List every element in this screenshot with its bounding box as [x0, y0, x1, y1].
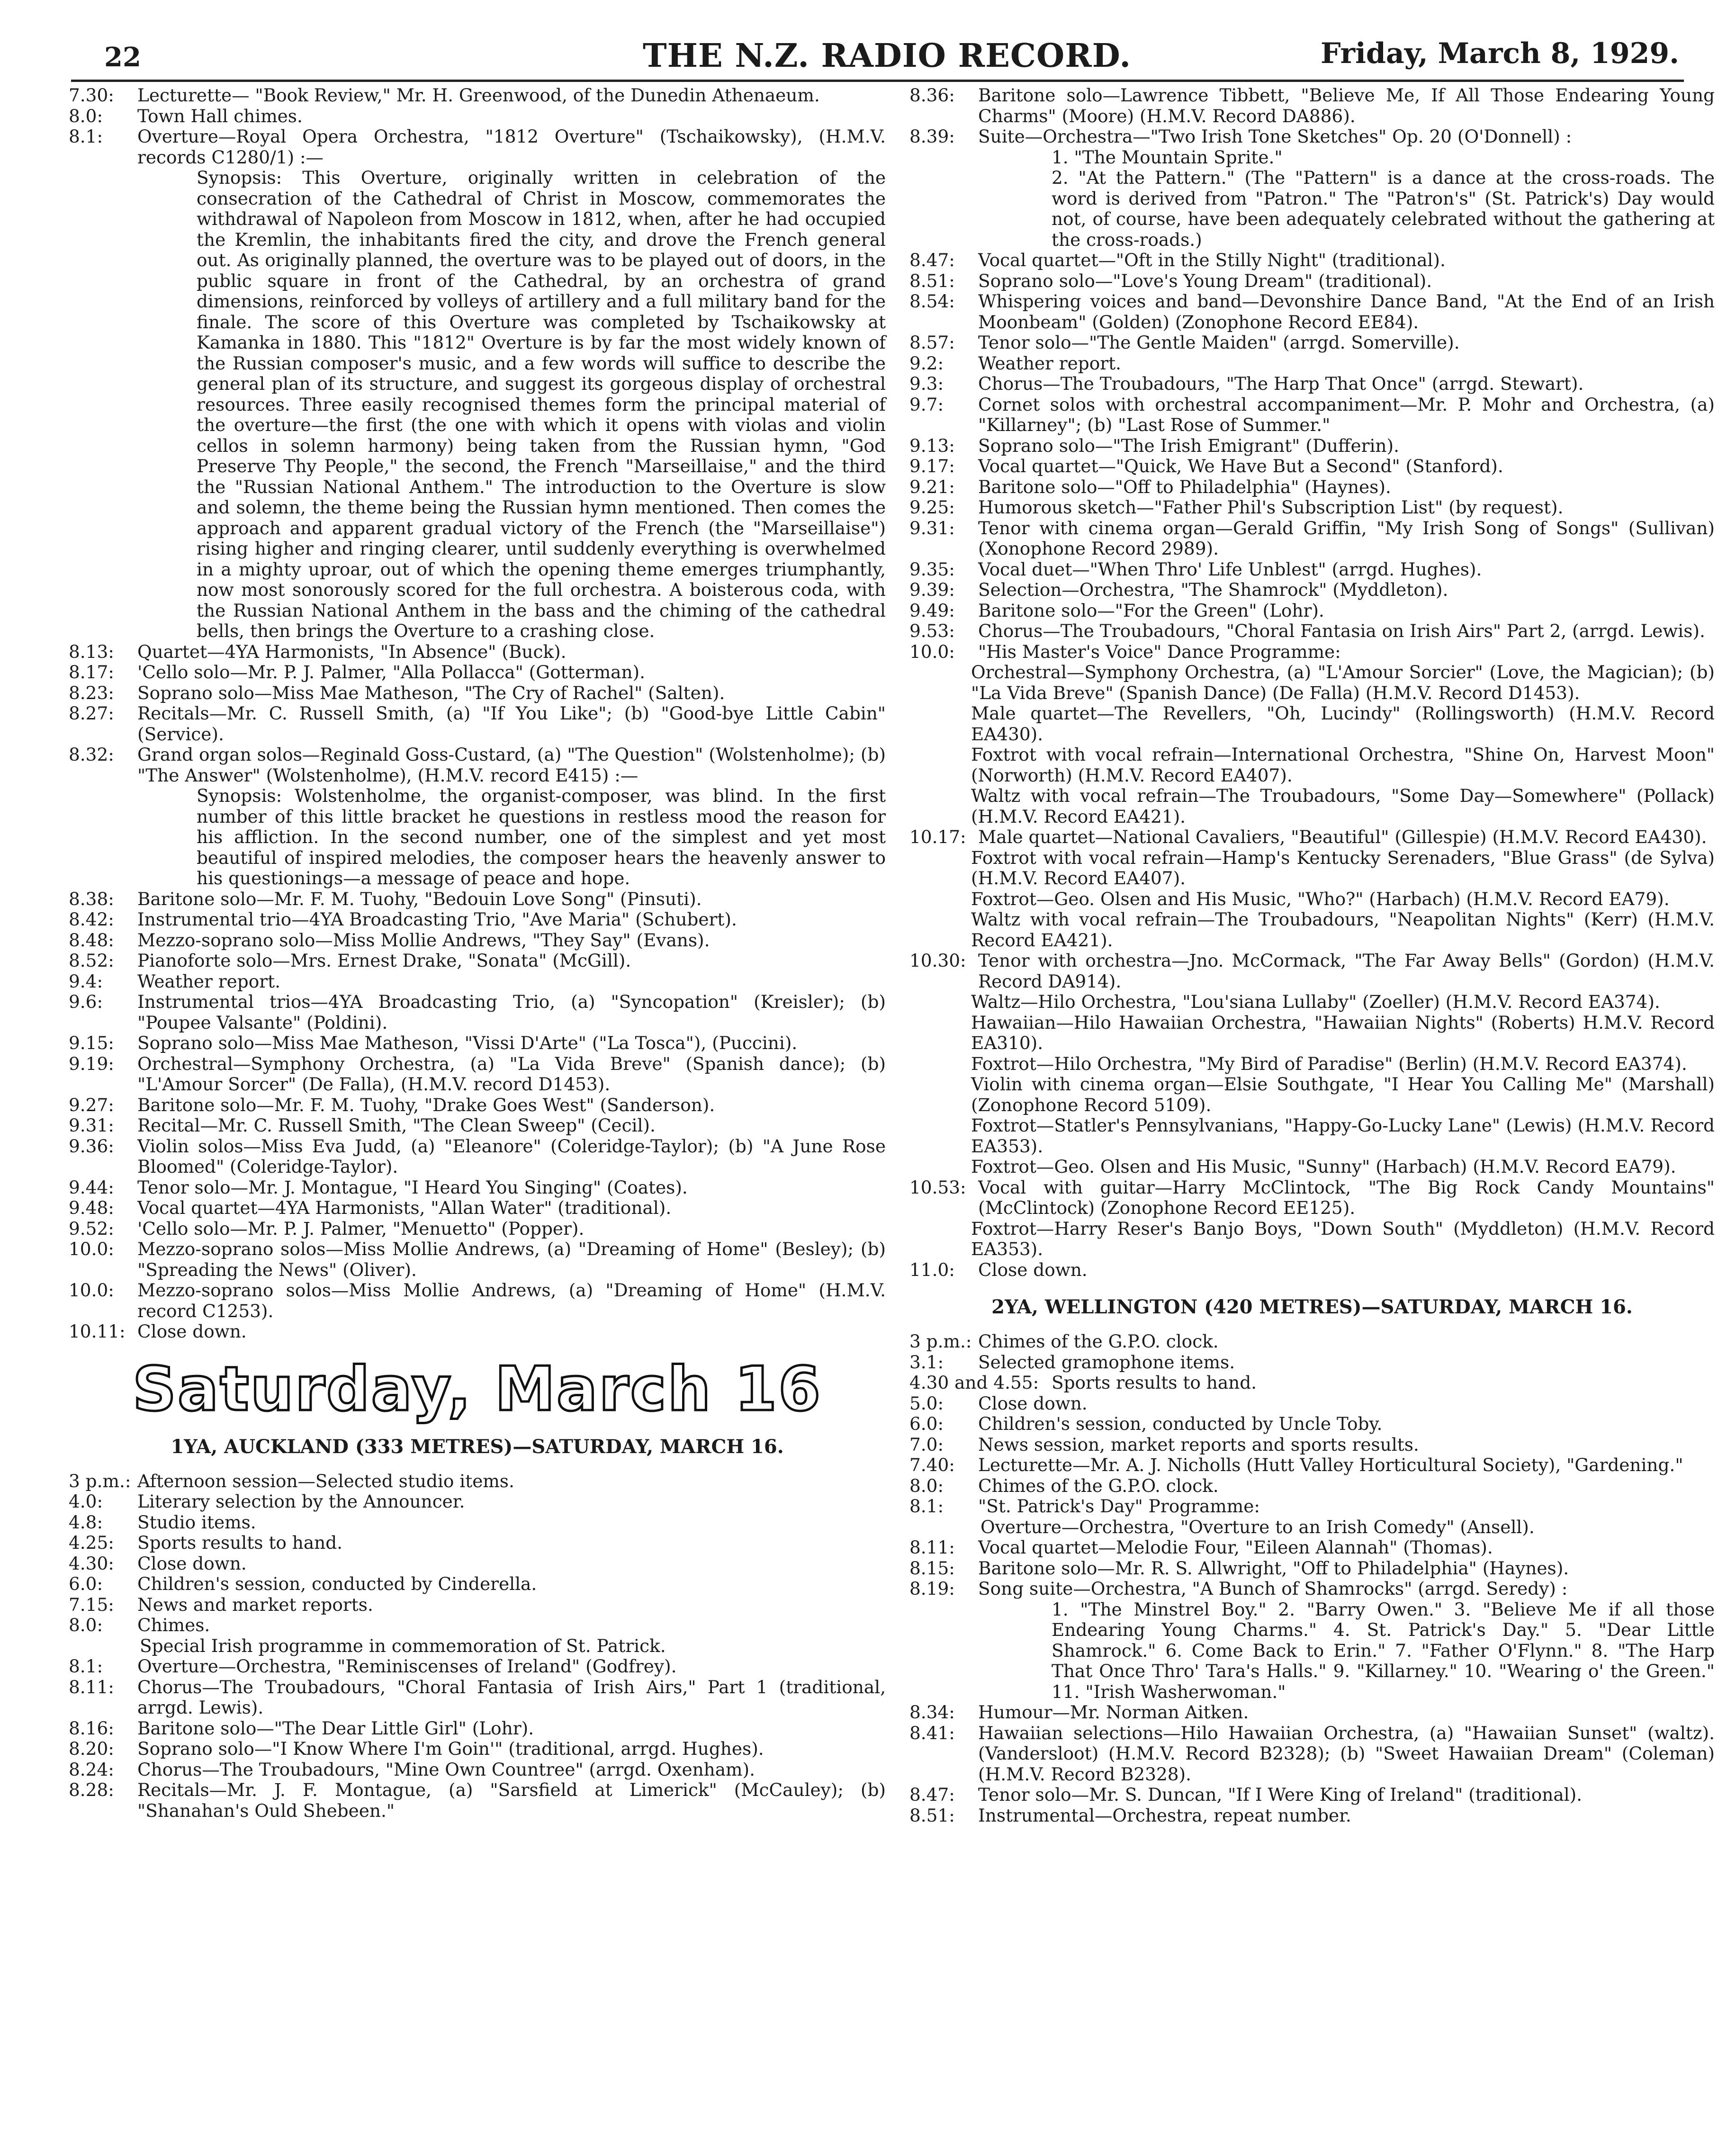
entry-time: 9.15: [69, 1033, 114, 1053]
entry-text: Town Hall chimes. [137, 105, 303, 126]
entry-time: 8.28: [69, 1779, 114, 1800]
entry-text: Vocal quartet—"Oft in the Stilly Night" (traditional). [978, 250, 1446, 270]
program-entry [909, 250, 1715, 271]
program-entry [69, 683, 886, 704]
program-entry [909, 436, 1715, 457]
program-entry [909, 1785, 1715, 1805]
entry-time: 6.0: [69, 1573, 103, 1594]
right-column [909, 85, 1715, 1826]
dance-item: Orchestral—Symphony Orchestra, (a) "L'Amour Sorcier" (Love, the Magician); (b) "La Vida Breve" (Spanish Dance) (De Falla) (H.M.V. Record D1453). [971, 662, 1715, 703]
entry-time: 8.0: [69, 105, 103, 126]
entry-text: Vocal duet—"When Thro' Life Unblest" (arrgd. Hughes). [978, 558, 1482, 580]
entry-text: Baritone solo—Mr. R. S. Allwright, "Off to Philadelphia" (Haynes). [978, 1557, 1569, 1579]
program-entry [909, 456, 1715, 477]
entry-time: 9.31: [69, 1115, 114, 1136]
entry-text: Chorus—The Troubadours, "Mine Own Countree" (arrgd. Oxenham). [137, 1759, 755, 1780]
entry-text: News and market reports. [137, 1594, 373, 1615]
program-entry [909, 395, 1715, 436]
program-entry [909, 1177, 1715, 1219]
program-entry [69, 1033, 886, 1054]
entry-text: Overture—Royal Opera Orchestra, "1812 Overture" (Tschaikowsky), (H.M.V. records C1280/1) :— [137, 126, 886, 168]
entry-text: Humour—Mr. Norman Aitken. [978, 1702, 1249, 1723]
entry-text: Tenor solo—Mr. J. Montague, "I Heard You Singing" (Coates). [137, 1176, 688, 1198]
entry-time: 8.47: [909, 1784, 955, 1805]
program-entry [69, 1239, 886, 1280]
entry-time: 8.54: [909, 291, 955, 312]
entry-text: Selected gramophone items. [978, 1351, 1235, 1373]
program-entry [69, 703, 886, 745]
program-entry [69, 1219, 886, 1239]
dance-item: Waltz with vocal refrain—The Troubadours, "Neapolitan Nights" (Kerr) (H.M.V. Record EA421). [971, 909, 1715, 951]
entry-time: 9.36: [69, 1135, 114, 1157]
entry-text: Vocal quartet—4YA Harmonists, "Allan Water" (traditional). [137, 1197, 672, 1218]
program-entry [909, 126, 1715, 147]
entry-text: Soprano solo—Miss Mae Matheson, "Vissi D'Arte" ("La Tosca"), (Puccini). [137, 1033, 798, 1053]
entry-time: 10.30: [909, 950, 966, 971]
program-entry [909, 291, 1715, 332]
program-entry [909, 353, 1715, 374]
entry-text: Overture—Orchestra, "Reminiscenses of Ireland" (Godfrey). [137, 1656, 677, 1677]
entry-time: 8.11: [909, 1537, 955, 1558]
entry-text: Close down. [137, 1553, 247, 1574]
entry-text: Instrumental trio—4YA Broadcasting Trio, "Ave Maria" (Schubert). [137, 909, 737, 930]
entry-text: Vocal with guitar—Harry McClintock, "The Big Rock Candy Mountains" (McClintock) (Zonophone Record EE125). [978, 1176, 1715, 1218]
header-rule [71, 80, 1684, 82]
program-entry [909, 1373, 1715, 1393]
entry-time: 9.4: [69, 970, 103, 992]
program-entry [909, 1331, 1715, 1352]
entry-text: Children's session, conducted by Uncle Toby. [978, 1413, 1383, 1434]
entry-text: Soprano solo—"The Irish Emigrant" (Dufferin). [978, 435, 1399, 456]
station-heading-1ya: 1YA, AUCKLAND (333 METRES)—SATURDAY, MARCH 16. [171, 1435, 784, 1458]
program-entry [909, 1723, 1715, 1785]
entry-time: 9.25: [909, 497, 955, 518]
program-entry [909, 1352, 1715, 1373]
entry-time: 10.0: [69, 1239, 114, 1259]
program-entry [69, 1095, 886, 1116]
dance-item: Waltz—Hilo Orchestra, "Lou'siana Lullaby" (Zoeller) (H.M.V. Record EA374). [971, 991, 1660, 1012]
entry-text: Chimes of the G.P.O. clock. [978, 1475, 1219, 1496]
entry-time: 10.0: [909, 641, 955, 662]
program-entry [909, 1805, 1715, 1826]
entry-text: Weather report. [137, 970, 281, 992]
entry-time: 9.19: [69, 1053, 114, 1074]
entry-text: Soprano solo—"Love's Young Dream" (traditional). [978, 270, 1432, 291]
entry-time: 8.0: [69, 1615, 103, 1635]
entry-time: 9.35: [909, 558, 955, 580]
entry-text: Pianoforte solo—Mrs. Ernest Drake, "Sonata" (McGill). [137, 950, 631, 971]
program-entry [909, 642, 1715, 663]
entry-time: 8.39: [909, 126, 955, 147]
entry-text: Recitals—Mr. C. Russell Smith, (a) "If You Like"; (b) "Good-bye Little Cabin" (Service). [137, 703, 886, 745]
entry-text: Suite—Orchestra—"Two Irish Tone Sketches" Op. 20 (O'Donnell) : [978, 126, 1572, 147]
entry-time: 9.52: [69, 1218, 114, 1239]
entry-time: 9.27: [69, 1094, 114, 1115]
program-entry [69, 1512, 886, 1533]
entry-time: 10.11: [69, 1321, 126, 1342]
entry-text: News session, market reports and sports results. [978, 1434, 1419, 1455]
program-entry [909, 1393, 1715, 1414]
entry-time: 8.36: [909, 85, 955, 106]
program-entry [69, 1574, 886, 1595]
entry-time: 10.17: [909, 826, 966, 847]
dance-item: Foxtrot with vocal refrain—Hamp's Kentucky Serenaders, "Blue Grass" (de Sylva) (H.M.V. Record EA407). [971, 847, 1715, 889]
program-entry [909, 85, 1715, 126]
entry-time: 8.48: [69, 929, 114, 951]
dance-item: Waltz with vocal refrain—The Troubadours, "Some Day—Somewhere" (Pollack) (H.M.V. Record EA421). [971, 785, 1715, 827]
entry-text: Tenor with cinema organ—Gerald Griffin, "My Irish Song of Songs" (Sullivan) (Xonophone Record 2989). [978, 517, 1715, 559]
entry-time: 8.13: [69, 641, 114, 662]
entry-time: 8.57: [909, 332, 955, 353]
program-entry [909, 1414, 1715, 1435]
entry-time: 9.48: [69, 1197, 114, 1218]
entry-text: Close down. [978, 1259, 1088, 1280]
station-heading-2ya: 2YA, WELLINGTON (420 METRES)—SATURDAY, MARCH 16. [991, 1296, 1633, 1318]
program-entry [69, 1656, 886, 1677]
program-entry [69, 662, 886, 683]
entry-text: Tenor solo—"The Gentle Maiden" (arrgd. Somerville). [978, 332, 1460, 353]
program-entry [69, 85, 886, 106]
synopsis-1812: Synopsis: This Overture, originally written in celebration of the consecration of the Cathedral of Christ in Moscow, commemorates the withdrawal of Napoleon from Moscow in 1812, when, after he had occupied the Kremlin, the inhabitants fired the city, and drove the French general out. As originally planned, the overture was to be played out of doors, in the public square in front of the Cathedral, by an orchestra of grand dimensions, reinforced by volleys of artillery and a full military band for the finale. The score of this Overture was completed by Tschaikowsky at Kamanka in 1880. This "1812" Overture is by far the most widely known of the Russian composer's music, and a few words will suffice to describe the general plan of its structure, and suggest its gorgeous display of orchestral resources. Three easily recognised themes form the principal material of the overture—the first (the one with which it opens with violas and violin cellos in solemn harmony) being taken from the Russian hymn, "God Preserve Thy People," the second, the French "Marseillaise," and the third the "Russian National Anthem." The introduction to the Overture is slow and solemn, the theme being the Russian hymn mentioned. Then comes the approach and apparent gradual victory of the French (the "Marseillaise") rising higher and ringing clearer, until suddenly everything is overwhelmed in a mighty uproar, out of which the opening theme emerges triumphantly, now most sonorously scored for the full orchestra. A boisterous coda, with the Russian National Anthem in the bass and the chiming of the cathedral bells, then brings the Overture to a crashing close. [197, 167, 886, 641]
program-entry [69, 126, 886, 168]
program-entry [909, 497, 1715, 518]
entry-time: 3.1: [909, 1351, 944, 1373]
dance-item: Hawaiian—Hilo Hawaiian Orchestra, "Hawaiian Nights" (Roberts) H.M.V. Record EA310). [971, 1012, 1715, 1053]
dance-item: Foxtrot—Statler's Pennsylvanians, "Happy-Go-Lucky Lane" (Lewis) (H.M.V. Record EA353). [971, 1115, 1715, 1157]
entry-time: 8.51: [909, 270, 955, 291]
entry-text: Chorus—The Troubadours, "The Harp That Once" (arrgd. Stewart). [978, 373, 1584, 394]
program-entry [909, 1455, 1715, 1476]
program-entry [69, 1739, 886, 1760]
program-entry [909, 1435, 1715, 1455]
entry-time: 4.8: [69, 1511, 103, 1533]
entry-text: Recital—Mr. C. Russell Smith, "The Clean Sweep" (Cecil). [137, 1115, 656, 1136]
entry-time: 9.6: [69, 991, 103, 1012]
entry-time: 8.17: [69, 662, 114, 682]
program-entry [909, 374, 1715, 395]
entry-time: 8.1: [69, 126, 103, 147]
entry-time: 8.24: [69, 1759, 114, 1780]
entry-time: 8.32: [69, 744, 114, 765]
program-entry [69, 1615, 886, 1636]
entry-text: Baritone solo—Mr. F. M. Tuohy, "Drake Goes West" (Sanderson). [137, 1094, 715, 1115]
program-entry [69, 642, 886, 663]
entry-time: 9.44: [69, 1176, 114, 1198]
entry-text: Grand organ solos—Reginald Goss-Custard, (a) "The Question" (Wolstenholme); (b) "The Answer" (Wolstenholme), (H.M.V. record E415) :— [137, 744, 886, 786]
entry-time: 9.2: [909, 352, 944, 374]
entry-time: 5.0: [909, 1392, 944, 1414]
entry-time: 7.15: [69, 1594, 114, 1615]
program-entry [909, 518, 1715, 559]
program-entry [909, 1702, 1715, 1723]
program-entry [69, 909, 886, 930]
dance-item: Foxtrot—Geo. Olsen and His Music, "Who?" (Harbach) (H.M.V. Record EA79). [971, 888, 1670, 909]
entry-text: 'Cello solo—Mr. P. J. Palmer, "Menuetto" (Popper). [137, 1218, 585, 1239]
entry-text: Literary selection by the Announcer. [137, 1491, 465, 1512]
entry-time: 7.30: [69, 85, 114, 106]
program-entry [909, 271, 1715, 292]
entry-text: Tenor solo—Mr. S. Duncan, "If I Were King of Ireland" (traditional). [978, 1784, 1583, 1805]
entry-text: Violin solos—Miss Eva Judd, (a) "Eleanore" (Coleridge-Taylor); (b) "A June Rose Bloomed" (Coleridge-Taylor). [137, 1135, 886, 1177]
entry-time: 10.53: [909, 1176, 966, 1198]
entry-time: 3 p.m.: [69, 1470, 131, 1491]
program-entry [69, 1321, 886, 1342]
entry-text: Orchestral—Symphony Orchestra, (a) "La Vida Breve" (Spanish dance); (b) "L'Amour Sorcer" (De Falla), (H.M.V. record D1453). [137, 1053, 886, 1095]
program-entry [69, 1491, 886, 1512]
entry-text: Children's session, conducted by Cinderella. [137, 1573, 537, 1594]
entry-time: 8.42: [69, 909, 114, 930]
entry-text: Hawaiian selections—Hilo Hawaiian Orchestra, (a) "Hawaiian Sunset" (waltz). (Vandersloot) (H.M.V. Record B2328); (b) "Sweet Hawaiian Dream" (Coleman) (H.M.V. Record B2328). [978, 1722, 1715, 1785]
dance-item: Foxtrot with vocal refrain—International Orchestra, "Shine On, Harvest Moon" (Norworth) (H.M.V. Record EA407). [971, 744, 1715, 786]
program-entry [909, 1537, 1715, 1558]
entry-text: Chorus—The Troubadours, "Choral Fantasia on Irish Airs" Part 2, (arrgd. Lewis). [978, 620, 1705, 641]
entry-text: Quartet—4YA Harmonists, "In Absence" (Buck). [137, 641, 567, 662]
dance-item: Foxtrot—Geo. Olsen and His Music, "Sunny" (Harbach) (H.M.V. Record EA79). [971, 1156, 1676, 1177]
entry-text: Weather report. [978, 352, 1122, 374]
program-entry [69, 1115, 886, 1136]
entry-time: 3 p.m.: [909, 1331, 972, 1352]
entry-time: 8.16: [69, 1717, 114, 1739]
program-entry [69, 1280, 886, 1321]
entry-time: 9.17: [909, 456, 955, 476]
program-entry [69, 1198, 886, 1219]
entry-text: Mezzo-soprano solos—Miss Mollie Andrews, (a) "Dreaming of Home" (Besley); (b) "Spreading the News" (Oliver). [137, 1239, 886, 1280]
program-entry [909, 477, 1715, 498]
suite-item: 1. "The Mountain Sprite." [1052, 146, 1283, 168]
entry-text: Instrumental—Orchestra, repeat number. [978, 1805, 1351, 1826]
entry-time: 6.0: [909, 1413, 944, 1434]
entry-text: 'Cello solo—Mr. P. J. Palmer, "Alla Pollacca" (Gotterman). [137, 662, 645, 682]
entry-time: 7.0: [909, 1434, 944, 1455]
entry-text: Baritone solo—Lawrence Tibbett, "Believe Me, If All Those Endearing Young Charms" (Moore) (H.M.V. Record DA886). [978, 85, 1715, 126]
program-entry [909, 1496, 1715, 1517]
entry-text: Afternoon session—Selected studio items. [137, 1470, 514, 1491]
suite-item: 2. "At the Pattern." (The "Pattern" is a dance at the cross-roads. The word is derived from "Patron." The "Patron's" (St. Patrick's) Day would not, of course, have been adequately celebrated without the gathering at the cross-roads.) [1052, 167, 1715, 250]
entry-time: 9.3: [909, 373, 944, 394]
entry-time: 8.41: [909, 1722, 955, 1743]
suite-item: 1. "The Minstrel Boy." 2. "Barry Owen." 3. "Believe Me if all those Endearing Young Charms." 4. St. Patrick's Day." 5. "Dear Little Shamrock." 6. Come Back to Erin." 7. "Father O'Flynn." 8. "The Harp That Once Thro' Tara's Halls." 9. "Killarney." 10. "Wearing o' the Green." 11. "Irish Washerwoman." [1052, 1598, 1715, 1702]
program-entry [69, 1136, 886, 1177]
entry-time: 8.51: [909, 1805, 955, 1826]
entry-time: 8.15: [909, 1557, 955, 1579]
entry-time: 8.47: [909, 250, 955, 270]
dance-item: Violin with cinema organ—Elsie Southgate, "I Hear You Calling Me" (Marshall) (Zonophone Record 5109). [971, 1074, 1715, 1115]
entry-time: 8.34: [909, 1702, 955, 1723]
program-entry [69, 1780, 886, 1821]
program-entry [69, 971, 886, 992]
entry-time: 4.25: [69, 1532, 114, 1553]
entry-time: 9.21: [909, 476, 955, 497]
program-entry [909, 1579, 1715, 1599]
entry-time: 9.31: [909, 517, 955, 539]
program-entry [69, 745, 886, 786]
program-entry [909, 621, 1715, 642]
entry-time: 9.7: [909, 394, 944, 415]
entry-time: 9.49: [909, 600, 955, 621]
entry-text: Instrumental trios—4YA Broadcasting Trio, (a) "Syncopation" (Kreisler); (b) "Poupee Valsante" (Poldini). [137, 991, 886, 1033]
entry-text: Chimes. [137, 1615, 210, 1635]
program-entry [69, 930, 886, 951]
entry-time: 8.38: [69, 888, 114, 909]
entry-time: 9.53: [909, 620, 955, 641]
masthead: THE N.Z. RADIO RECORD. [642, 37, 1131, 75]
entry-text: Sports results to hand. [137, 1532, 343, 1553]
entry-text: "St. Patrick's Day" Programme: [978, 1496, 1260, 1517]
program-entry [909, 332, 1715, 353]
program-entry [909, 601, 1715, 621]
entry-time: 8.52: [69, 950, 114, 971]
entry-time: 8.23: [69, 682, 114, 703]
entry-time: 8.20: [69, 1738, 114, 1759]
program-entry [69, 951, 886, 971]
entry-text: Chimes of the G.P.O. clock. [978, 1331, 1219, 1352]
program-entry [69, 1760, 886, 1780]
left-column [69, 85, 886, 1821]
entry-time: 8.1: [69, 1656, 103, 1677]
entry-text: Mezzo-soprano solos—Miss Mollie Andrews, (a) "Dreaming of Home" (H.M.V. record C1253). [137, 1280, 886, 1321]
entry-time: 10.0: [69, 1280, 114, 1301]
program-entry [69, 889, 886, 910]
entry-time: 8.19: [909, 1578, 955, 1599]
entry-text: Studio items. [137, 1511, 256, 1533]
entry-text: Baritone solo—"The Dear Little Girl" (Lohr). [137, 1717, 534, 1739]
programme-note: Overture—Orchestra, "Overture to an Irish Comedy" (Ansell). [980, 1516, 1535, 1537]
entry-text: "His Master's Voice" Dance Programme: [978, 641, 1341, 662]
program-entry [69, 1595, 886, 1616]
entry-text: Mezzo-soprano solo—Miss Mollie Andrews, "They Say" (Evans). [137, 929, 710, 951]
entry-time: 8.0: [909, 1475, 944, 1496]
entry-time: 4.30 and 4.55: [909, 1372, 1039, 1393]
entry-time: 8.11: [69, 1676, 114, 1697]
entry-text: Close down. [137, 1321, 247, 1342]
program-entry [909, 1476, 1715, 1497]
entry-text: Cornet solos with orchestral accompaniment—Mr. P. Mohr and Orchestra, (a) "Killarney"; (b) "Last Rose of Summer." [978, 394, 1715, 435]
dance-item: Foxtrot—Harry Reser's Banjo Boys, "Down South" (Myddleton) (H.M.V. Record EA353). [971, 1218, 1715, 1259]
entry-text: Close down. [978, 1392, 1088, 1414]
program-entry [909, 559, 1715, 580]
entry-text: Baritone solo—"Off to Philadelphia" (Haynes). [978, 476, 1391, 497]
program-entry [909, 1260, 1715, 1281]
entry-text: Chorus—The Troubadours, "Choral Fantasia of Irish Airs," Part 1 (traditional, arrgd. Lewis). [137, 1676, 886, 1718]
entry-time: 7.40: [909, 1455, 955, 1475]
entry-text: Lecturette—Mr. A. J. Nicholls (Hutt Valley Horticultural Society), "Gardening." [978, 1455, 1683, 1475]
entry-time: 9.39: [909, 579, 955, 600]
entry-time: 4.0: [69, 1491, 103, 1512]
entry-text: Tenor with orchestra—Jno. McCormack, "The Far Away Bells" (Gordon) (H.M.V. Record DA914). [978, 950, 1715, 992]
entry-time: 9.13: [909, 435, 955, 456]
program-entry [909, 580, 1715, 601]
entry-text: Lecturette— "Book Review," Mr. H. Greenwood, of the Dunedin Athenaeum. [137, 85, 820, 106]
program-entry [909, 1558, 1715, 1579]
entry-time: 11.0: [909, 1259, 955, 1280]
entry-time: 8.27: [69, 703, 114, 724]
page-number: 22 [104, 42, 141, 73]
entry-text: Song suite—Orchestra, "A Bunch of Shamrocks" (arrgd. Seredy) : [978, 1578, 1568, 1599]
entry-text: Sports results to hand. [1052, 1372, 1257, 1393]
entry-text: Soprano solo—Miss Mae Matheson, "The Cry of Rachel" (Salten). [137, 682, 725, 703]
program-entry [909, 951, 1715, 992]
program-entry [69, 106, 886, 127]
dance-item: Foxtrot—Hilo Orchestra, "My Bird of Paradise" (Berlin) (H.M.V. Record EA374). [971, 1053, 1687, 1074]
dance-item: Male quartet—The Revellers, "Oh, Lucindy" (Rollingsworth) (H.M.V. Record EA430). [971, 703, 1715, 745]
entry-text: Baritone solo—"For the Green" (Lohr). [978, 600, 1324, 621]
entry-text: Vocal quartet—"Quick, We Have But a Second" (Stanford). [978, 456, 1503, 476]
day-heading: Saturday, March 16 [132, 1354, 822, 1425]
entry-text: Baritone solo—Mr. F. M. Tuohy, "Bedouin Love Song" (Pinsuti). [137, 888, 702, 909]
program-entry [69, 992, 886, 1033]
program-entry [69, 1718, 886, 1739]
entry-time: 4.30: [69, 1553, 114, 1574]
entry-time: 8.1: [909, 1496, 944, 1517]
entry-text: Humorous sketch—"Father Phil's Subscription List" (by request). [978, 497, 1564, 518]
entry-text: Recitals—Mr. J. F. Montague, (a) "Sarsfield at Limerick" (McCauley); (b) "Shanahan's Ould Shebeen." [137, 1779, 886, 1821]
program-entry [69, 1553, 886, 1574]
entry-text: Selection—Orchestra, "The Shamrock" (Myddleton). [978, 579, 1448, 600]
program-entry [69, 1177, 886, 1198]
program-entry [909, 827, 1715, 848]
program-entry [69, 1471, 886, 1492]
synopsis-wolstenholme: Synopsis: Wolstenholme, the organist-composer, was blind. In the first number of this little bracket he questions in restless mood the reason for his affliction. In the second number, one of the simplest and yet most beautiful of inspired melodies, the composer hears the heavenly answer to his questionings—a message of peace and hope. [197, 785, 886, 889]
program-entry [69, 1054, 886, 1095]
page-header [95, 28, 1679, 81]
entry-text: Male quartet—National Cavaliers, "Beautiful" (Gillespie) (H.M.V. Record EA430). [978, 826, 1707, 847]
program-entry [69, 1533, 886, 1553]
issue-date: Friday, March 8, 1929. [1320, 37, 1679, 70]
program-entry [69, 1677, 886, 1718]
entry-text: Whispering voices and band—Devonshire Dance Band, "At the End of an Irish Moonbeam" (Golden) (Zonophone Record EE84). [978, 291, 1715, 332]
programme-note: Special Irish programme in commemoration of St. Patrick. [140, 1635, 666, 1656]
entry-text: Vocal quartet—Melodie Four, "Eileen Alannah" (Thomas). [978, 1537, 1493, 1558]
entry-text: Soprano solo—"I Know Where I'm Goin'" (traditional, arrgd. Hughes). [137, 1738, 764, 1759]
